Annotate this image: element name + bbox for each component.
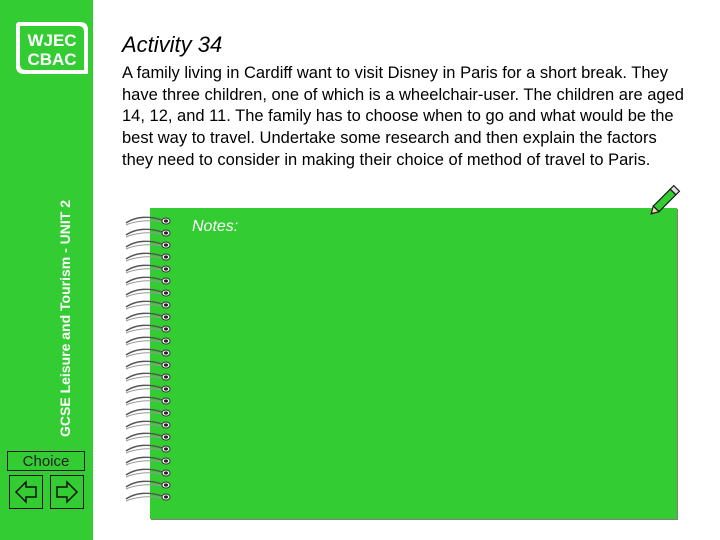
logo-line-1: WJEC <box>27 31 77 50</box>
sidebar <box>0 0 93 540</box>
spiral-ring <box>126 241 170 249</box>
activity-title: Activity 34 <box>122 32 223 57</box>
spiral-ring <box>126 493 170 501</box>
spiral-ring <box>126 349 170 357</box>
spiral-ring <box>126 433 170 441</box>
forward-button[interactable] <box>50 475 84 509</box>
activity-instructions: A family living in Cardiff want to visit Disney in Paris for a short break. They have three children, one of which is a wheelchair-user. The children are aged 14, 12, and 11. The family has to choose when to go and what would be the best way to travel. Undertake some research and then explain the factors they need to consider in making their choice of method of travel to Paris. <box>122 64 684 169</box>
spiral-ring <box>126 277 170 285</box>
spiral-ring <box>126 313 170 321</box>
spiral-ring <box>126 337 170 345</box>
spiral-ring <box>126 373 170 381</box>
spiral-ring <box>126 361 170 369</box>
spiral-ring <box>126 409 170 417</box>
wjec-cbac-logo <box>14 20 90 76</box>
spiral-ring <box>126 445 170 453</box>
spiral-ring <box>126 397 170 405</box>
back-arrow-icon <box>10 476 42 508</box>
spiral-ring <box>126 265 170 273</box>
spiral-ring <box>126 457 170 465</box>
spiral-ring <box>126 229 170 237</box>
forward-arrow-icon <box>51 476 83 508</box>
spiral-ring <box>126 289 170 297</box>
spiral-ring <box>126 253 170 261</box>
notes-label: Notes: <box>192 218 239 235</box>
spiral-ring <box>126 301 170 309</box>
back-button[interactable] <box>9 475 43 509</box>
spiral-ring <box>126 385 170 393</box>
spiral-binding <box>124 214 184 504</box>
choice-button[interactable]: Choice <box>7 451 85 471</box>
logo-line-2: CBAC <box>27 50 77 69</box>
spiral-ring <box>126 325 170 333</box>
notes-pad[interactable] <box>150 208 677 519</box>
spiral-ring <box>126 481 170 489</box>
spiral-ring <box>126 217 170 225</box>
pencil-icon <box>648 180 684 218</box>
unit-title: GCSE Leisure and Tourism - UNIT 2 <box>57 199 73 437</box>
spiral-ring <box>126 421 170 429</box>
spiral-ring <box>126 469 170 477</box>
